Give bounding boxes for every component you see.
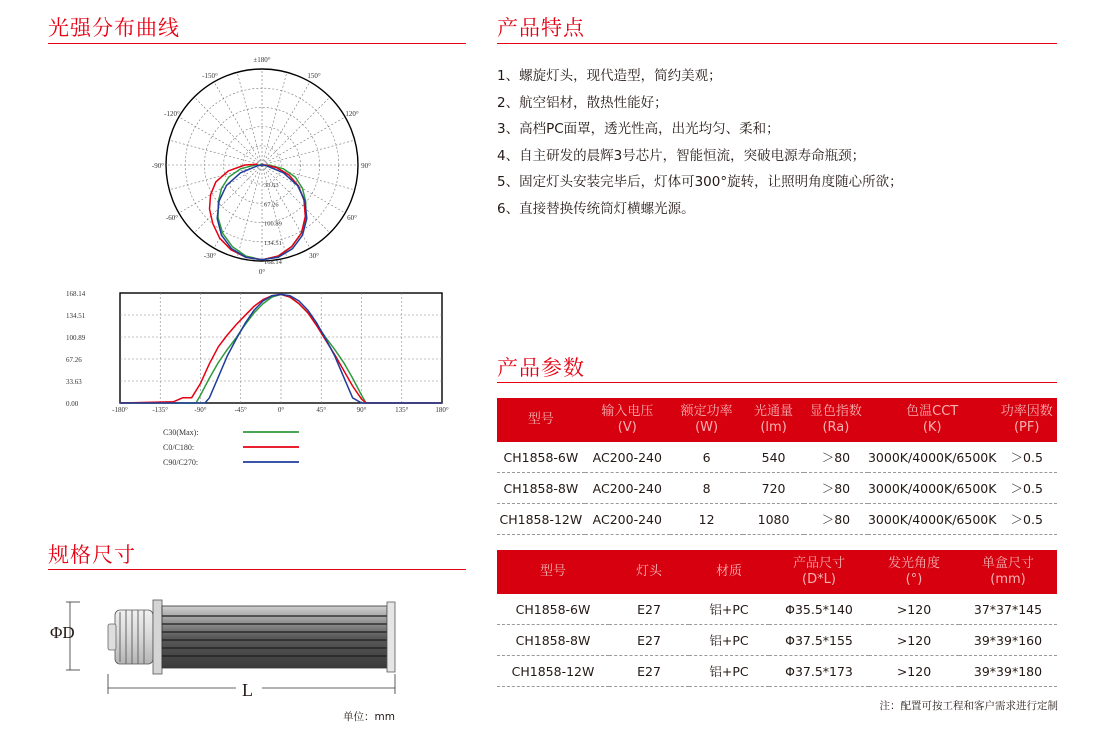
table-cell: 3000K/4000K/6500K xyxy=(868,442,996,473)
table-cell: E27 xyxy=(609,594,689,625)
table-header-cell: 输入电压 (V) xyxy=(601,404,654,435)
chart-x-tick: -90° xyxy=(194,406,207,414)
table-cell: ＞80 xyxy=(804,504,868,535)
feature-item: 2、航空铝材，散热性能好； xyxy=(497,94,668,111)
table-row xyxy=(497,656,1057,687)
table-cell: CH1858-12W xyxy=(497,504,585,535)
table-cell: AC200-240 xyxy=(585,473,670,504)
length-label: L xyxy=(242,680,253,700)
chart-x-tick: -180° xyxy=(112,406,128,414)
table-row xyxy=(497,504,1057,535)
polar-radial-label: 67.26 xyxy=(264,201,279,209)
table-cell: 1080 xyxy=(743,504,804,535)
feature-item: 3、高档PC面罩，透光性高，出光均匀、柔和； xyxy=(497,121,780,137)
polar-angle-label: -30° xyxy=(203,252,217,261)
table-cell: CH1858-8W xyxy=(497,625,609,656)
light-distribution-charts xyxy=(0,48,470,528)
chart-y-tick: 134.51 xyxy=(66,312,86,320)
polar-grid-ray xyxy=(179,117,262,165)
features-list xyxy=(497,63,903,222)
table-cell: 铝+PC xyxy=(689,594,769,625)
table-cell: >120 xyxy=(869,625,959,656)
table-cell: 3000K/4000K/6500K xyxy=(868,504,996,535)
table-header-cell: 发光角度 (°) xyxy=(887,556,940,587)
table-cell: ＞80 xyxy=(804,473,868,504)
table-cell: 720 xyxy=(743,473,804,504)
cartesian-chart xyxy=(66,290,449,414)
polar-radial-label: 100.89 xyxy=(264,220,282,228)
legend-label: C30(Max): xyxy=(163,428,199,437)
table-cell: >120 xyxy=(869,594,959,625)
polar-grid-ray xyxy=(262,72,287,165)
table-header-cell: 型号 xyxy=(527,412,554,427)
title-rule xyxy=(48,569,466,570)
title-rule xyxy=(497,382,1057,383)
table-header-cell: 产品尺寸 (D*L) xyxy=(792,556,845,587)
table-cell: CH1858-6W xyxy=(497,442,585,473)
polar-angle-label: 0° xyxy=(258,268,266,276)
lamp-collar xyxy=(153,600,162,674)
table-cell: Φ37.5*155 xyxy=(769,625,869,656)
chart-x-tick: -135° xyxy=(152,406,169,414)
polar-grid-ray xyxy=(262,97,330,165)
table-row xyxy=(497,473,1057,504)
polar-grid-ray xyxy=(237,165,262,258)
table-cell: 铝+PC xyxy=(689,625,769,656)
polar-grid-ray xyxy=(169,165,262,190)
lamp-screw-base xyxy=(115,610,153,664)
table-cell: E27 xyxy=(609,656,689,687)
polar-grid-ray xyxy=(262,82,310,165)
params-title: 产品参数 xyxy=(497,356,585,380)
table-header-cell: 功率因数 (PF) xyxy=(1000,404,1053,435)
title-rule xyxy=(48,43,466,44)
polar-radial-label: 33.63 xyxy=(264,182,279,190)
table-cell: 6 xyxy=(670,442,743,473)
legend-label: C0/C180: xyxy=(163,443,195,452)
table-cell: 8 xyxy=(670,473,743,504)
polar-angle-label: ±180° xyxy=(253,56,271,64)
params-table xyxy=(497,398,1057,535)
chart-x-tick: 90° xyxy=(356,406,367,414)
dimension-drawing xyxy=(40,590,460,720)
polar-grid-ray xyxy=(262,140,355,165)
table-cell: CH1858-12W xyxy=(497,656,609,687)
table-cell: >120 xyxy=(869,656,959,687)
table-cell: 3000K/4000K/6500K xyxy=(868,473,996,504)
chart-x-tick: -45° xyxy=(234,406,247,414)
dimensions-title: 规格尺寸 xyxy=(48,543,136,567)
polar-angle-label: -90° xyxy=(151,162,165,170)
table-cell: Φ37.5*173 xyxy=(769,656,869,687)
table-cell: Φ35.5*140 xyxy=(769,594,869,625)
table-cell: 37*37*145 xyxy=(959,594,1057,625)
polar-chart xyxy=(152,56,371,276)
polar-angle-label: -60° xyxy=(165,214,179,222)
polar-angle-label: 30° xyxy=(309,252,319,261)
table-cell: AC200-240 xyxy=(585,442,670,473)
polar-grid-ray xyxy=(214,82,262,165)
features-title: 产品特点 xyxy=(497,16,585,40)
chart-y-tick: 33.63 xyxy=(66,378,82,386)
polar-grid-ray xyxy=(262,117,345,165)
polar-radial-label: 134.51 xyxy=(264,239,282,247)
table-cell: AC200-240 xyxy=(585,504,670,535)
table-header-cell: 材质 xyxy=(715,564,742,579)
unit-label: 单位：mm xyxy=(343,711,395,723)
legend-label: C90/C270: xyxy=(163,458,199,467)
table-cell: E27 xyxy=(609,625,689,656)
polar-grid-ray xyxy=(194,165,262,233)
table-cell: CH1858-8W xyxy=(497,473,585,504)
chart-x-tick: 45° xyxy=(316,406,327,414)
custom-note: 注：配置可按工程和客户需求进行定制 xyxy=(879,700,1058,712)
table-row xyxy=(497,625,1057,656)
lamp-body xyxy=(162,606,387,668)
chart-y-tick: 0.00 xyxy=(66,400,79,408)
table-header-cell: 色温CCT (K) xyxy=(906,404,959,435)
light-distribution-title: 光强分布曲线 xyxy=(48,16,180,40)
chart-x-tick: 180° xyxy=(435,406,449,414)
table-row xyxy=(497,594,1057,625)
table-header-cell: 光通量 (lm) xyxy=(754,404,794,435)
polar-grid-ray xyxy=(237,72,262,165)
polar-angle-label: 90° xyxy=(361,162,371,170)
feature-item: 1、螺旋灯头，现代造型，简约美观； xyxy=(497,68,722,84)
chart-x-tick: 0° xyxy=(277,406,285,414)
polar-angle-label: -120° xyxy=(164,110,180,118)
table-cell: ＞0.5 xyxy=(996,504,1057,535)
table-header-cell: 单盒尺寸 (mm) xyxy=(981,556,1034,587)
table-cell: CH1858-6W xyxy=(497,594,609,625)
title-rule xyxy=(497,43,1057,44)
feature-item: 4、自主研发的晨辉3号芯片，智能恒流，突破电源寿命瓶颈； xyxy=(497,147,866,164)
polar-angle-label: -150° xyxy=(202,71,218,80)
lamp-end-cap xyxy=(387,602,395,672)
chart-y-tick: 100.89 xyxy=(66,334,86,342)
polar-angle-label: 150° xyxy=(307,71,321,80)
polar-grid-ray xyxy=(169,140,262,165)
table-header-cell: 灯头 xyxy=(635,564,662,579)
table-cell: 39*39*160 xyxy=(959,625,1057,656)
chart-legend xyxy=(163,428,299,467)
feature-item: 6、直接替换传统筒灯横螺光源。 xyxy=(497,200,695,217)
table-header-cell: 显色指数 (Ra) xyxy=(809,404,862,435)
table-row xyxy=(497,442,1057,473)
table-cell: 39*39*180 xyxy=(959,656,1057,687)
diameter-label: ΦD xyxy=(50,623,75,642)
polar-angle-label: 120° xyxy=(345,110,359,118)
spec-table xyxy=(497,550,1057,687)
chart-y-tick: 67.26 xyxy=(66,356,82,364)
table-cell: ＞80 xyxy=(804,442,868,473)
table-cell: 12 xyxy=(670,504,743,535)
table-header-cell: 型号 xyxy=(539,564,566,579)
feature-item: 5、固定灯头安装完毕后，灯体可300°旋转，让照明角度随心所欲； xyxy=(497,174,903,190)
table-cell: 540 xyxy=(743,442,804,473)
table-cell: ＞0.5 xyxy=(996,473,1057,504)
chart-x-tick: 135° xyxy=(395,406,409,414)
polar-radial-label: 168.14 xyxy=(264,259,282,266)
table-header-cell: 额定功率 (W) xyxy=(680,404,733,435)
chart-y-tick: 168.14 xyxy=(66,290,86,298)
table-cell: 铝+PC xyxy=(689,656,769,687)
polar-grid-ray xyxy=(194,97,262,165)
table-cell: ＞0.5 xyxy=(996,442,1057,473)
polar-grid-ray xyxy=(179,165,262,213)
polar-angle-label: 60° xyxy=(347,214,357,222)
